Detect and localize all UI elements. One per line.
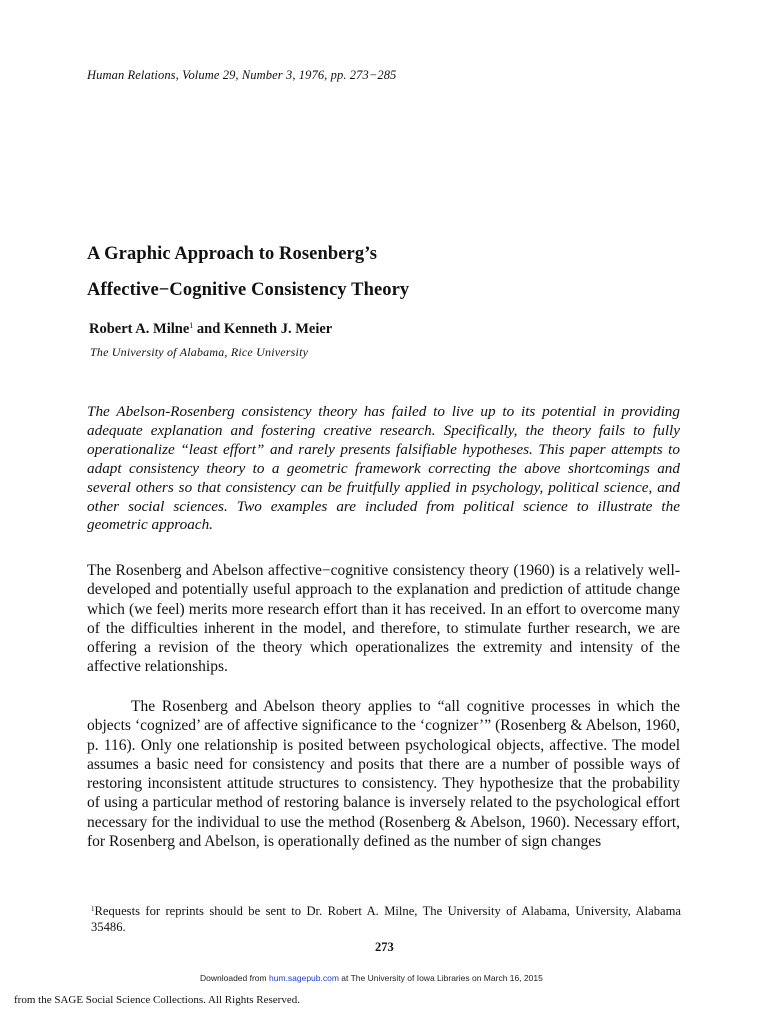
author-1: Robert A. Milne: [89, 321, 190, 337]
footnote-text: Requests for reprints should be sent to Dr. Robert A. Milne, The University of Alabama, University, Alabama 35486.: [91, 904, 681, 934]
abstract: The Abelson-Rosenberg consistency theory has failed to live up to its potential in providing adequate explanation and fostering creative research. Specifically, the theory fails to fully operationalize “least effort” and rarely presents falsifiable hypotheses. This paper attempts to adapt consistency theory to a geometric framework correcting the above shortcomings and several others so that consistency can be fruitfully applied in psychology, political science, and other social sciences. Two examples are included from political science to illustrate the geometric approach.: [87, 403, 680, 534]
download-suffix: at The University of Iowa Libraries on March 16, 2015: [338, 973, 543, 983]
affiliation: The University of Alabama, Rice University: [90, 345, 309, 359]
footnote: [91, 902, 681, 935]
article-title-line-2: Affective−Cognitive Consistency Theory: [87, 280, 410, 300]
authors: [89, 321, 332, 338]
author-2: and Kenneth J. Meier: [193, 321, 333, 337]
download-notice: [200, 973, 543, 983]
body-paragraph-2: The Rosenberg and Abelson theory applies to “all cognitive processes in which the objects ‘cognized’ are of affective significance to the ‘cognizer’” (Rosenberg & Abelson, 1960, p. 116). Only one relationship is posited between psychological objects, affective. The model assumes a basic need for consistency and posits that there are a number of possible ways of restoring inconsistent attitude structures to consistency. They hypothesize that the probability of using a particular method of restoring balance is inversely related to the psychological effort necessary for the individual to use the method (Rosenberg & Abelson, 1960). Necessary effort, for Rosenberg and Abelson, is operationally defined as the number of sign changes: [87, 698, 680, 851]
download-prefix: Downloaded from: [200, 973, 269, 983]
rights-notice: from the SAGE Social Science Collections. All Rights Reserved.: [14, 994, 300, 1006]
footnote-mark: 1: [91, 905, 95, 913]
page-number: 273: [375, 940, 394, 954]
body-paragraph-1: The Rosenberg and Abelson affective−cognitive consistency theory (1960) is a relatively well-developed and potentially useful approach to the explanation and prediction of attitude change which (we feel) merits more research effort than it has received. In an effort to overcome many of the difficulties inherent in the model, and therefore, to stimulate further research, we are offering a revision of the theory which operationalizes the extremity and intensity of the affective relationships.: [87, 562, 680, 676]
author-footnote-mark: 1: [189, 321, 194, 330]
download-source-link[interactable]: hum.sagepub.com: [268, 973, 339, 983]
journal-citation: Human Relations, Volume 29, Number 3, 1976, pp. 273−285: [87, 68, 397, 82]
article-title-line-1: A Graphic Approach to Rosenberg’s: [87, 244, 378, 264]
